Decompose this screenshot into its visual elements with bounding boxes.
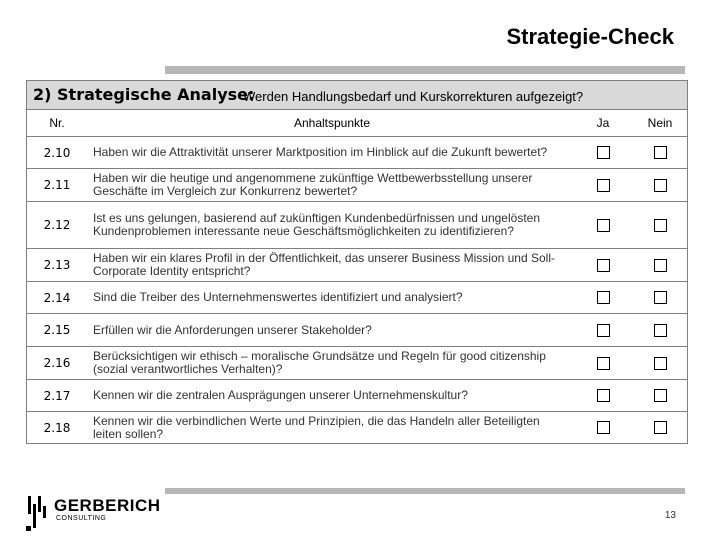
row-text: Sind die Treiber des Unternehmenswertes identifiziert und analysiert? — [93, 290, 463, 304]
section-header — [26, 80, 688, 110]
row-number: 2.16 — [43, 356, 71, 370]
row-text: Kennen wir die verbindlichen Werte und Prinzipien, die das Handeln aller Beteiligten leiten sollen? — [93, 413, 540, 441]
ja-checkbox[interactable] — [597, 219, 610, 232]
column-header-text: Anhaltspunkte — [293, 115, 371, 130]
table-row — [27, 412, 687, 443]
nein-checkbox[interactable] — [654, 146, 667, 159]
table-row — [27, 282, 687, 314]
bottom-divider-bar — [165, 488, 685, 494]
nein-checkbox[interactable] — [654, 389, 667, 402]
ja-checkbox[interactable] — [597, 421, 610, 434]
row-number: 2.13 — [43, 258, 71, 272]
nein-checkbox[interactable] — [654, 219, 667, 232]
table-header-row — [27, 110, 687, 137]
row-number: 2.15 — [43, 323, 71, 337]
table-row — [27, 169, 687, 202]
ja-checkbox[interactable] — [597, 389, 610, 402]
row-number: 2.14 — [43, 290, 71, 305]
row-text: Haben wir die heutige und angenommene zukünftige Wettbewerbsstellung unserer Geschäfte im Vergleich zur Konkurrenz bewertet? — [93, 171, 533, 198]
page-number: 13 — [664, 510, 676, 521]
row-text: Haben wir die Attraktivität unserer Marktposition im Hinblick auf die Zukunft bewertet? — [93, 145, 548, 159]
column-header-nr: Nr. — [49, 116, 65, 130]
column-header-nein: Nein — [647, 116, 673, 130]
row-number: 2.11 — [43, 178, 71, 192]
row-text: Berücksichtigen wir ethisch – moralische Grundsätze und Regeln für good citizenship (sozial verantwortliches Verhalten)? — [93, 349, 546, 376]
top-divider-bar — [165, 66, 685, 74]
column-header-ja: Ja — [596, 116, 610, 130]
table-row — [27, 202, 687, 249]
nein-checkbox[interactable] — [654, 179, 667, 192]
table-row — [27, 314, 687, 347]
nein-checkbox[interactable] — [654, 324, 667, 337]
section-label: 2) Strategische Analyse: — [33, 85, 255, 104]
ja-checkbox[interactable] — [597, 291, 610, 304]
row-number: 2.12 — [43, 218, 71, 232]
ja-checkbox[interactable] — [597, 324, 610, 337]
row-text: Haben wir ein klares Profil in der Öffentlichkeit, das unserer Business Mission und Soll-Corporate Identity entspricht? — [93, 251, 555, 278]
row-text: Kennen wir die zentralen Ausprägungen unserer Unternehmenskultur? — [93, 388, 468, 402]
logo-subtitle: CONSULTING — [56, 515, 107, 522]
nein-checkbox[interactable] — [654, 259, 667, 272]
ja-checkbox[interactable] — [597, 179, 610, 192]
company-logo — [24, 494, 184, 534]
table-row — [27, 249, 687, 282]
ja-checkbox[interactable] — [597, 357, 610, 370]
logo-name: GERBERICH — [54, 496, 161, 515]
logo-mark-icon — [24, 494, 50, 536]
section-question: Werden Handlungsbedarf und Kurskorrekturen aufgezeigt? — [243, 89, 584, 104]
ja-checkbox[interactable] — [597, 259, 610, 272]
row-text: Ist es uns gelungen, basierend auf zukünftigen Kundenbedürfnissen und ungelösten Kundenproblemen interessante neue Geschäftsmöglichkeiten zu identifizieren? — [93, 211, 540, 238]
nein-checkbox[interactable] — [654, 421, 667, 434]
ja-checkbox[interactable] — [597, 146, 610, 159]
row-number: 2.17 — [43, 388, 71, 403]
row-number: 2.10 — [43, 145, 71, 160]
nein-checkbox[interactable] — [654, 357, 667, 370]
nein-checkbox[interactable] — [654, 291, 667, 304]
table-row — [27, 137, 687, 169]
table-row — [27, 380, 687, 412]
page-title: Strategie-Check — [506, 24, 674, 49]
table-row — [27, 347, 687, 380]
checklist-table — [26, 110, 688, 444]
row-number: 2.18 — [43, 420, 71, 435]
row-text: Erfüllen wir die Anforderungen unserer Stakeholder? — [93, 322, 372, 337]
